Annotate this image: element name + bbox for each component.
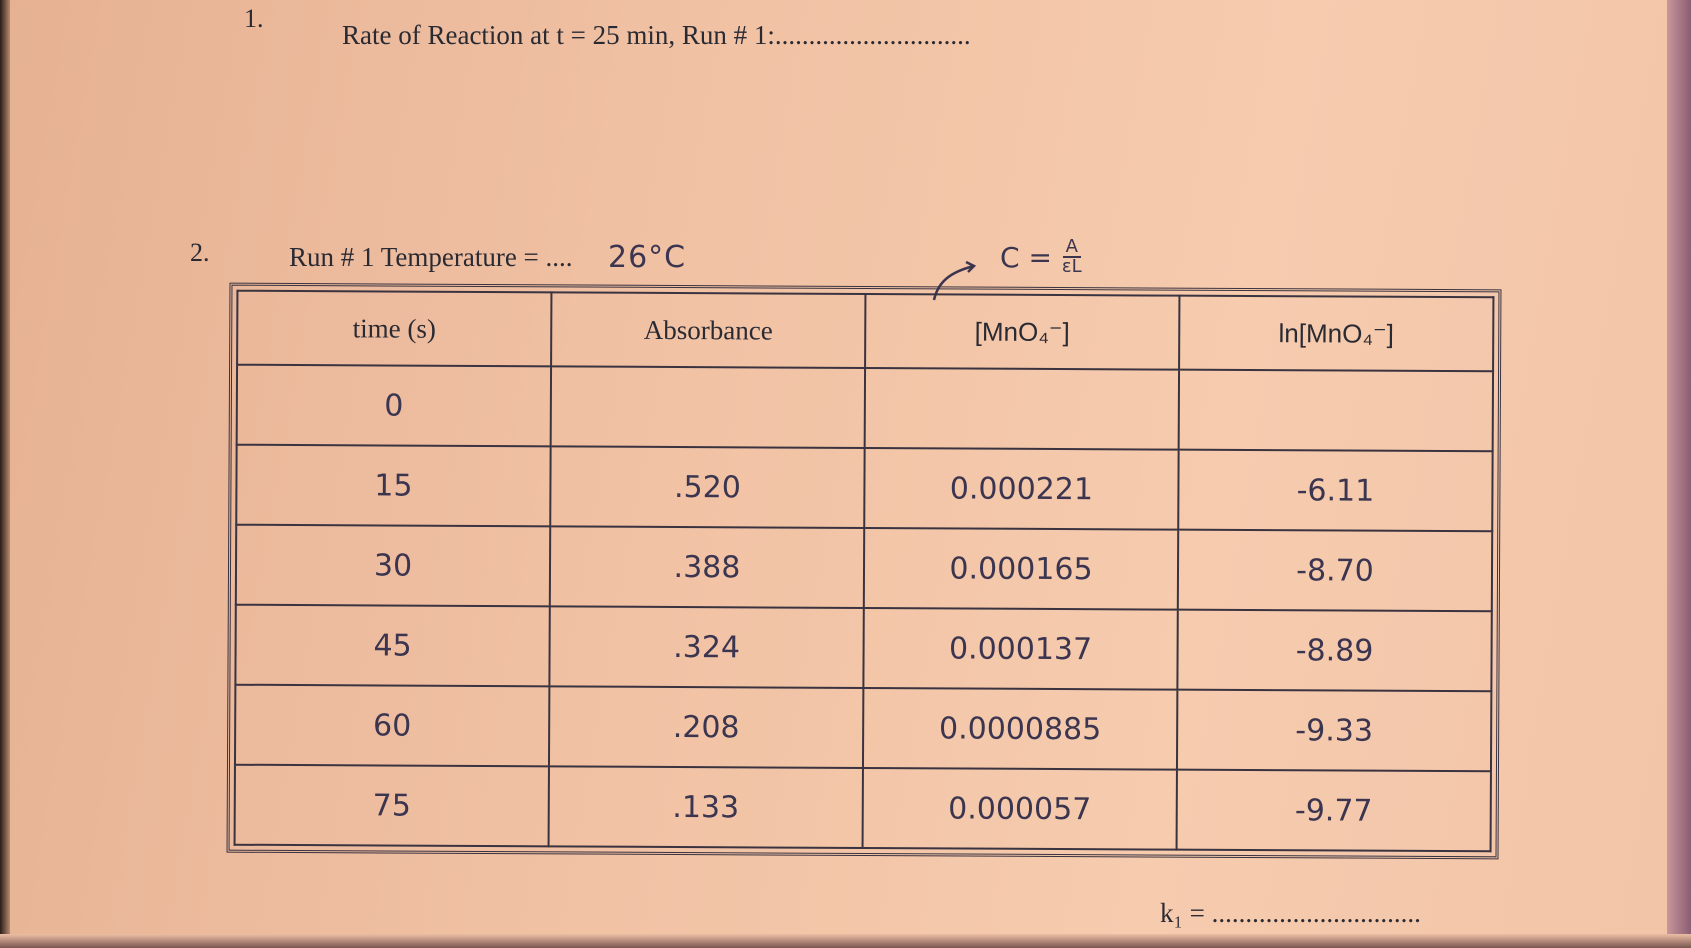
question-1-number: 1.: [244, 4, 264, 33]
cell-time: 0: [237, 365, 551, 447]
cell-ln-concentration: -8.89: [1177, 610, 1491, 692]
cell-time: 75: [235, 765, 549, 847]
cell-absorbance: [551, 366, 865, 448]
data-table: [234, 290, 1495, 853]
cell-time: 45: [235, 605, 549, 687]
header-concentration: [MnO₄⁻]: [865, 294, 1179, 370]
cell-ln-concentration: -6.11: [1178, 450, 1492, 532]
cell-absorbance: .388: [550, 526, 864, 608]
table-row: [235, 765, 1491, 852]
table-row: [235, 685, 1491, 772]
question-2-number: 2.: [190, 238, 210, 267]
cell-absorbance: .208: [549, 686, 863, 768]
rate-constant-line: [1160, 898, 1421, 929]
page-bottom-edge: [0, 934, 1691, 948]
temperature-blank-prefix: ....: [545, 242, 573, 272]
formula-lhs: C =: [1000, 240, 1052, 274]
cell-ln-concentration: -9.33: [1177, 690, 1491, 772]
header-time: time (s): [237, 291, 551, 367]
table-row: [236, 525, 1492, 612]
concentration-formula: [1000, 238, 1082, 276]
cell-concentration: 0.000221: [864, 448, 1178, 530]
formula-denominator: εL: [1061, 256, 1082, 277]
cell-time: 30: [236, 525, 550, 607]
table-row: [237, 365, 1493, 452]
table-header-row: [237, 291, 1493, 372]
cell-concentration: 0.000137: [863, 608, 1177, 690]
cell-concentration: 0.000057: [863, 768, 1177, 850]
question-1-blank: .............................: [774, 20, 971, 50]
temperature-label: Run # 1 Temperature =: [289, 242, 546, 272]
cell-concentration: 0.0000885: [863, 688, 1177, 770]
cell-ln-concentration: [1179, 370, 1493, 452]
temperature-value: 26°C: [608, 240, 687, 275]
question-1-text: Rate of Reaction at t = 25 min, Run # 1:: [342, 20, 775, 50]
cell-absorbance: .324: [549, 606, 863, 688]
cell-concentration: 0.000165: [864, 528, 1178, 610]
cell-absorbance: .520: [550, 446, 864, 528]
header-absorbance: Absorbance: [551, 292, 865, 368]
table-row: [235, 605, 1491, 692]
header-ln-concentration: ln[MnO₄⁻]: [1179, 296, 1493, 372]
cell-ln-concentration: -9.77: [1177, 770, 1491, 852]
cell-ln-concentration: -8.70: [1178, 530, 1492, 612]
rate-constant-blank: ...............................: [1211, 898, 1421, 928]
cell-concentration: [865, 368, 1179, 450]
cell-absorbance: .133: [549, 766, 863, 848]
page-left-edge: [0, 0, 10, 948]
formula-fraction: [1062, 238, 1082, 276]
table-row: [236, 445, 1492, 532]
question-1: [342, 20, 971, 51]
question-2-label-row: [289, 242, 573, 273]
formula-numerator: A: [1063, 238, 1081, 258]
data-table-frame: [227, 283, 1502, 860]
cell-time: 60: [235, 685, 549, 767]
page-right-edge: [1667, 0, 1691, 948]
cell-time: 15: [236, 445, 550, 527]
rate-constant-label: k₁ =: [1160, 898, 1212, 928]
